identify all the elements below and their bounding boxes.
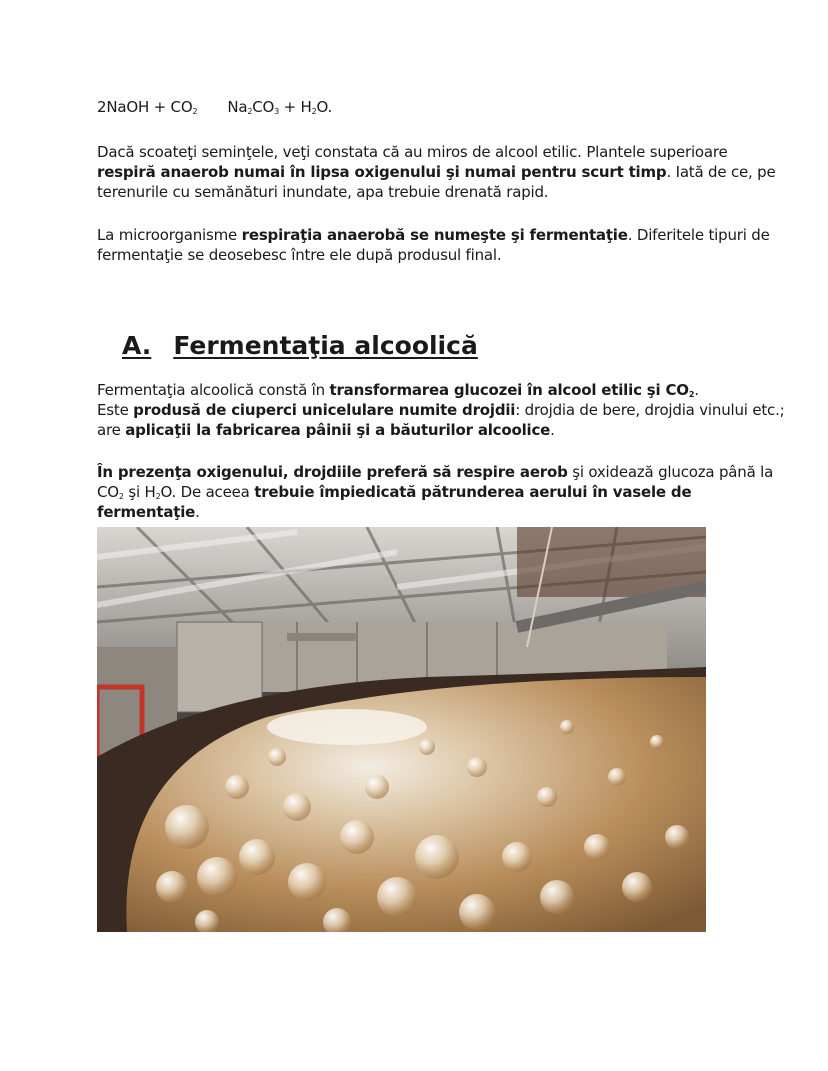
equation-reactants: 2NaOH + CO: [97, 98, 193, 116]
text-run: O. De aceea: [160, 483, 255, 501]
bold-run: trebuie împiedicată pătrunderea aerului în vasele de fermentaţie: [97, 483, 692, 521]
text-run: Este: [97, 401, 134, 419]
bold-text: transformarea glucozei în alcool etilic şi CO: [329, 381, 689, 399]
equation-product-h: + H: [279, 98, 312, 116]
equation-product-na: Na: [227, 98, 248, 116]
bold-run: respiraţia anaerobă se numeşte şi fermentaţie: [241, 226, 628, 244]
equation-product-o: O.: [316, 98, 333, 116]
subscript: 2: [192, 107, 198, 116]
steel-tank: [177, 622, 262, 712]
bold-run: aplicaţii la fabricarea pâinii şi a băuturilor alcoolice: [125, 421, 551, 439]
paragraph-oxygen: [97, 462, 787, 522]
paragraph-seeds: [97, 142, 787, 202]
text-run: .: [694, 381, 699, 399]
subscript: 2: [155, 492, 161, 501]
bold-run: respiră anaerob numai în lipsa oxigenului şi numai pentru scurt timp: [97, 163, 667, 181]
bold-run: În prezenţa oxigenului, drojdiile preferă să respire aerob: [97, 463, 568, 481]
text-run: . Diferitele tipuri de fermentaţie se deosebesc între ele după produsul final.: [97, 226, 770, 264]
fermentation-vat-illustration: [97, 527, 706, 932]
section-heading: [122, 331, 478, 360]
section-title: Fermentaţia alcoolică: [173, 331, 478, 360]
text-run: şi H: [123, 483, 156, 501]
fermentation-vat-photo: [97, 527, 706, 932]
text-run: .: [195, 503, 200, 521]
subscript: 2: [311, 107, 317, 116]
chemical-equation: [97, 97, 787, 117]
text-run: .: [550, 421, 555, 439]
section-letter: A.: [122, 331, 152, 360]
paragraph-microorganisms: [97, 225, 787, 265]
text-run: Fermentaţia alcoolică constă în: [97, 381, 330, 399]
text-run: : drojdia de bere, drojdia vinului etc.; are: [97, 401, 785, 439]
text-run: şi oxidează glucoza până la CO: [97, 463, 774, 501]
light-reflection: [267, 709, 427, 745]
bold-run: produsă de ciuperci unicelulare numite drojdii: [133, 401, 516, 419]
subscript: 2: [247, 107, 253, 116]
text-run: La microorganisme: [97, 226, 242, 244]
text-run: . Iată de ce, pe terenurile cu semănături inundate, apa trebuie drenată rapid.: [97, 163, 776, 201]
text-run: Dacă scoateţi seminţele, veţi constata că au miros de alcool etilic. Plantele superioare: [97, 143, 728, 161]
subscript: 2: [688, 390, 695, 399]
subscript: 2: [118, 492, 124, 501]
equation-product-co: CO: [252, 98, 275, 116]
subscript: 3: [274, 107, 280, 116]
paragraph-alcoholic-fermentation: [97, 380, 787, 440]
bold-run: [330, 381, 695, 399]
